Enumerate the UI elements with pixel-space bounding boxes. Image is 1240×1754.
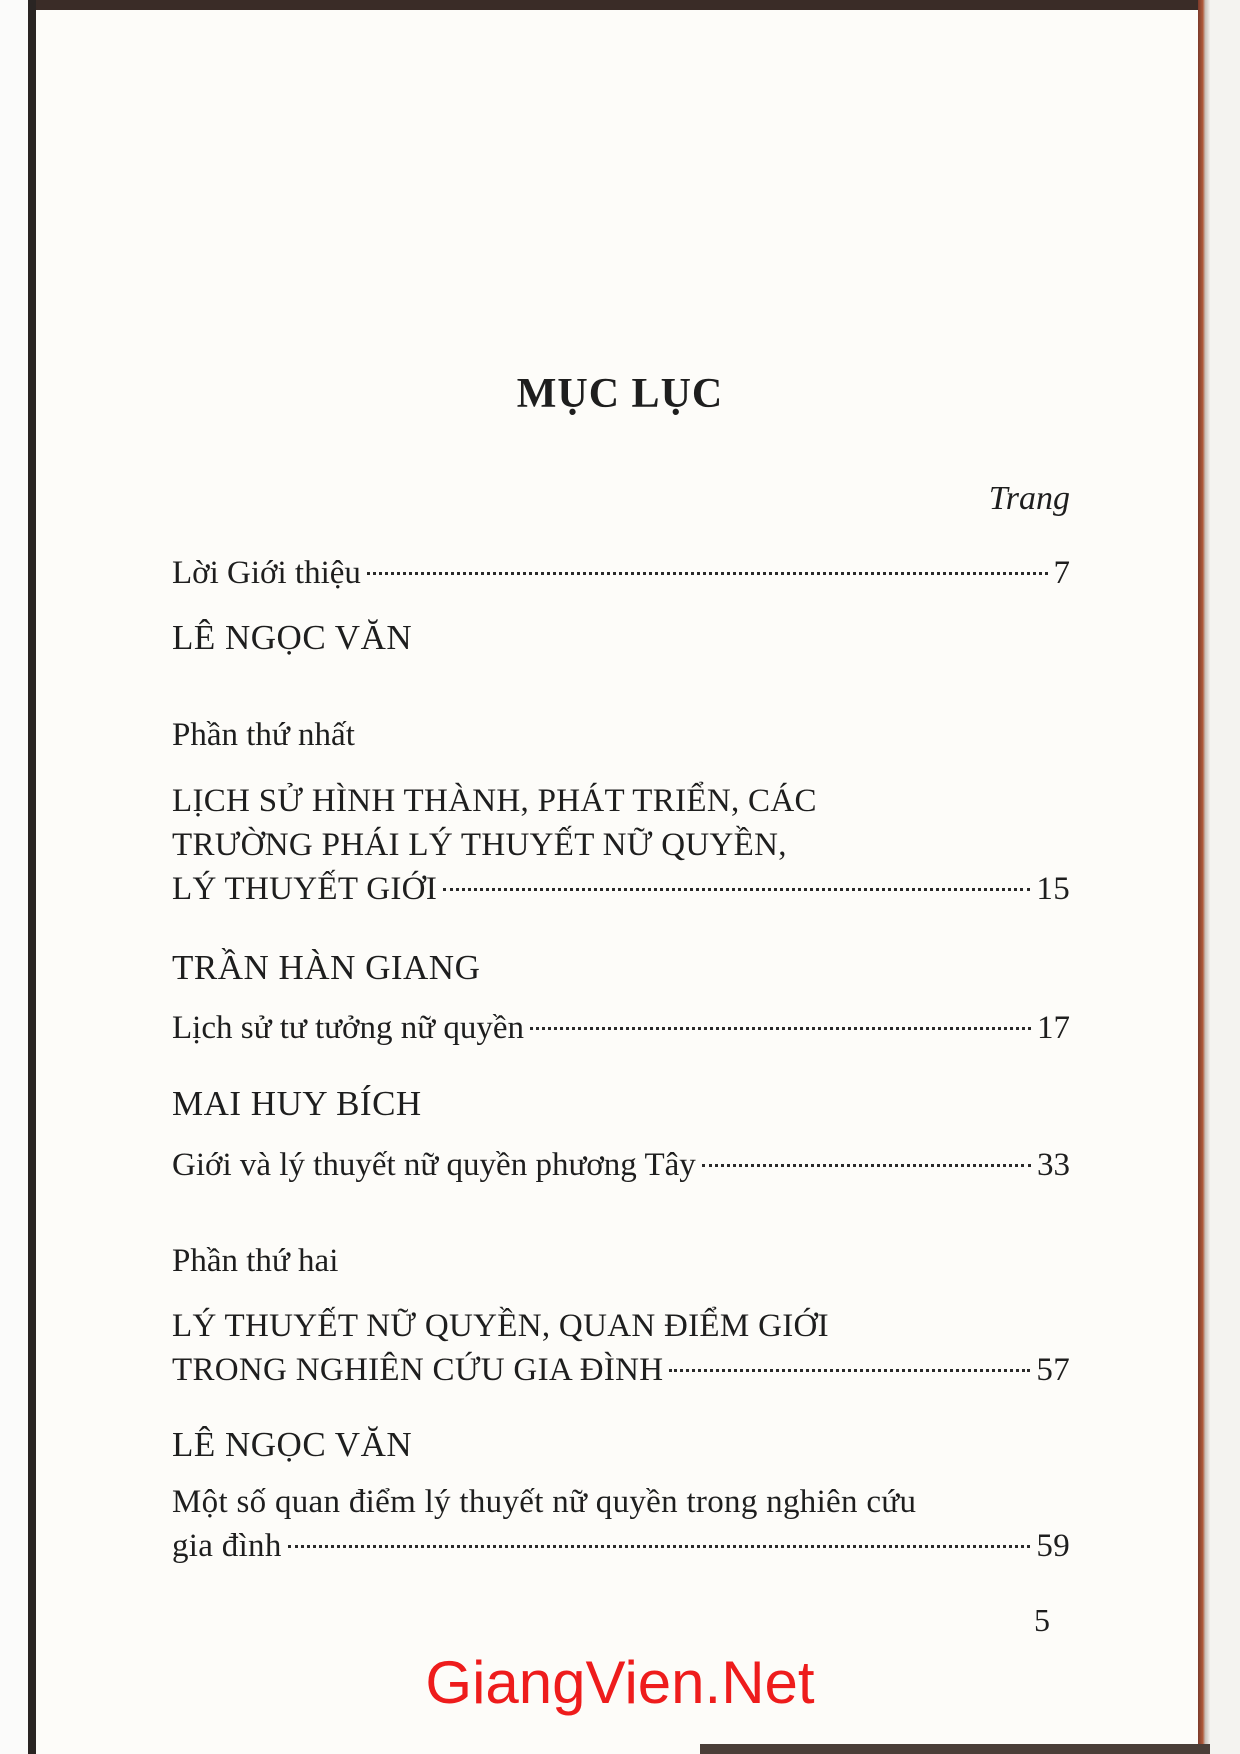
- heading-line: LÝ THUYẾT GIỚI: [172, 871, 438, 907]
- scan-margin-right: [1210, 0, 1240, 1754]
- toc-entry-text: Lời Giới thiệu: [172, 555, 361, 591]
- dot-leader: [288, 1545, 1031, 1548]
- page-edge-top: [28, 0, 1210, 10]
- page-number: 5: [1034, 1602, 1050, 1638]
- dot-leader: [443, 888, 1030, 891]
- toc-entry-page: 7: [1053, 555, 1070, 591]
- toc-entry-text: Giới và lý thuyết nữ quyền phương Tây: [172, 1147, 696, 1183]
- toc-entry-page: 59: [1036, 1528, 1070, 1564]
- toc-entry-page: 33: [1037, 1147, 1070, 1183]
- toc-part-heading: [172, 779, 1070, 911]
- toc-part-label: Phần thứ hai: [172, 1243, 339, 1279]
- toc-entry-text: gia đình: [172, 1528, 282, 1564]
- page-column-label: Trang: [988, 480, 1070, 517]
- scan-margin-left: [0, 0, 28, 1754]
- toc-entry-text: Một số quan điểm lý thuyết nữ quyền trong nghiên cứu: [172, 1484, 917, 1520]
- toc-entry-page: 17: [1037, 1010, 1070, 1046]
- heading-line: TRONG NGHIÊN CỨU GIA ĐÌNH: [172, 1352, 664, 1388]
- heading-line: TRƯỜNG PHÁI LÝ THUYẾT NỮ QUYỀN,: [172, 827, 787, 863]
- toc-entry-page: 57: [1036, 1352, 1070, 1388]
- dot-leader: [530, 1027, 1031, 1030]
- page-edge-right: [1198, 0, 1210, 1754]
- toc-author: MAI HUY BÍCH: [172, 1084, 422, 1123]
- toc-part-heading: [172, 1304, 1070, 1392]
- toc-entry: [172, 1145, 1070, 1185]
- page-edge-bottom: [700, 1744, 1210, 1754]
- watermark-logo: GiangVien.Net: [425, 1649, 815, 1716]
- dot-leader: [669, 1369, 1030, 1372]
- toc-title: MỤC LỤC: [516, 371, 724, 417]
- page-edge-left: [28, 0, 36, 1754]
- dot-leader: [367, 572, 1048, 575]
- toc-entry: [172, 1008, 1070, 1048]
- toc-part-label: Phần thứ nhất: [172, 717, 355, 753]
- toc-entry-text: Lịch sử tư tưởng nữ quyền: [172, 1010, 525, 1046]
- toc-author: LÊ NGỌC VĂN: [172, 1425, 413, 1464]
- toc-entry: [172, 1480, 1070, 1568]
- heading-line: LÝ THUYẾT NỮ QUYỀN, QUAN ĐIỂM GIỚI: [172, 1308, 829, 1344]
- dot-leader: [702, 1164, 1031, 1167]
- toc-author: LÊ NGỌC VĂN: [172, 618, 413, 657]
- heading-line: LỊCH SỬ HÌNH THÀNH, PHÁT TRIỂN, CÁC: [172, 783, 817, 819]
- toc-entry-page: 15: [1036, 871, 1070, 907]
- toc-author: TRẦN HÀN GIANG: [172, 948, 481, 987]
- toc-entry-intro: [172, 553, 1070, 593]
